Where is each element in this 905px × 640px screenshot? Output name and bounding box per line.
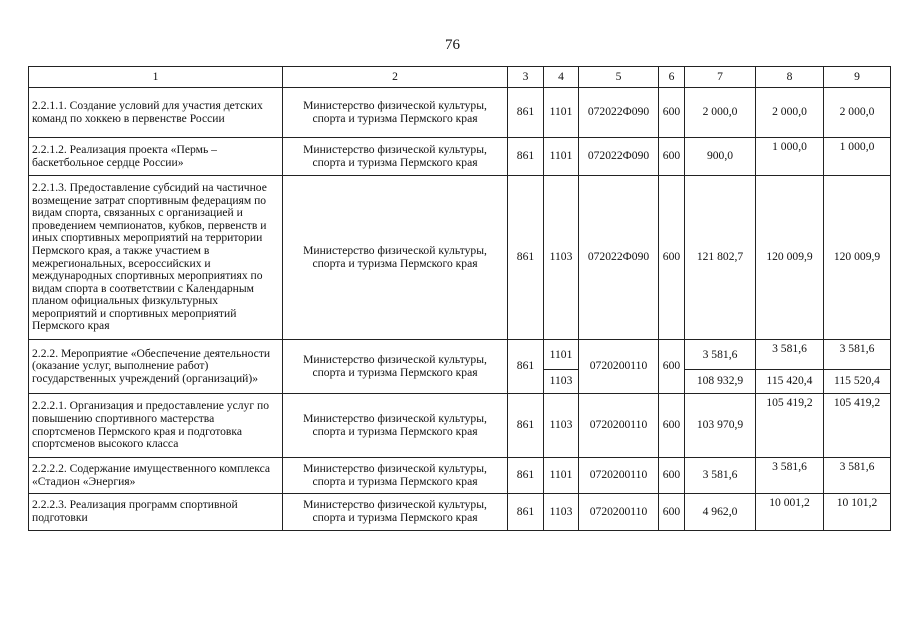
grbs-cell: 861 <box>508 394 544 458</box>
expense-type-cell: 600 <box>659 176 685 340</box>
amount-cell: 115 420,4 <box>756 370 824 394</box>
amount-cell: 10 101,2 <box>824 494 891 531</box>
budget-table <box>28 66 891 531</box>
event-name-cell: 2.2.1.3. Предоставление субсидий на частичное возмещение затрат спортивным федерациям по видам спорта, связанных с организацией и проведением чемпионатов, кубков, первенств и иных спортивных мероприятий на территории Пермского края, а также участием в межрегиональных, всероссийских и международных спортивных мероприятиях по видам спорта в соответствии с Календарным планом официальных физкультурных мероприятий и спортивных мероприятий Пермского края <box>29 176 283 340</box>
event-name-cell: 2.2.2.3. Реализация программ спортивной подготовки <box>29 494 283 531</box>
target-article-cell: 072022Ф090 <box>579 138 659 176</box>
amount-cell: 115 520,4 <box>824 370 891 394</box>
amount-cell: 1 000,0 <box>756 138 824 176</box>
amount-cell: 2 000,0 <box>756 88 824 138</box>
column-header: 7 <box>685 67 756 88</box>
expense-type-cell: 600 <box>659 458 685 494</box>
target-article-cell: 0720200110 <box>579 340 659 394</box>
grbs-cell: 861 <box>508 340 544 394</box>
expense-type-cell: 600 <box>659 494 685 531</box>
table-row <box>29 176 891 340</box>
expense-type-cell: 600 <box>659 394 685 458</box>
amount-cell: 105 419,2 <box>756 394 824 458</box>
expense-type-cell: 600 <box>659 138 685 176</box>
event-name-cell: 2.2.2.1. Организация и предоставление услуг по повышению спортивного мастерства спортсменов Пермского края и подготовка спортсменов высокого класса <box>29 394 283 458</box>
expense-type-cell: 600 <box>659 88 685 138</box>
column-header: 2 <box>283 67 508 88</box>
amount-cell: 120 009,9 <box>756 176 824 340</box>
amount-cell: 2 000,0 <box>824 88 891 138</box>
column-header: 4 <box>544 67 579 88</box>
event-name-cell: 2.2.2.2. Содержание имущественного комплекса «Стадион «Энергия» <box>29 458 283 494</box>
target-article-cell: 072022Ф090 <box>579 88 659 138</box>
column-header: 9 <box>824 67 891 88</box>
target-article-cell: 0720200110 <box>579 394 659 458</box>
column-header: 6 <box>659 67 685 88</box>
amount-cell: 3 581,6 <box>824 458 891 494</box>
amount-cell: 900,0 <box>685 138 756 176</box>
table-row <box>29 494 891 531</box>
event-name-cell: 2.2.1.1. Создание условий для участия детских команд по хоккею в первенстве России <box>29 88 283 138</box>
executor-cell: Министерство физической культуры, спорта и туризма Пермского края <box>283 394 508 458</box>
amount-cell: 10 001,2 <box>756 494 824 531</box>
grbs-cell: 861 <box>508 88 544 138</box>
executor-cell: Министерство физической культуры, спорта и туризма Пермского края <box>283 138 508 176</box>
table-row <box>29 340 891 370</box>
executor-cell: Министерство физической культуры, спорта и туризма Пермского края <box>283 340 508 394</box>
table-row <box>29 88 891 138</box>
amount-cell: 121 802,7 <box>685 176 756 340</box>
grbs-cell: 861 <box>508 494 544 531</box>
amount-cell: 2 000,0 <box>685 88 756 138</box>
target-article-cell: 0720200110 <box>579 494 659 531</box>
event-name-cell: 2.2.1.2. Реализация проекта «Пермь – баскетбольное сердце России» <box>29 138 283 176</box>
amount-cell: 1 000,0 <box>824 138 891 176</box>
section-cell: 1103 <box>544 370 579 394</box>
amount-cell: 3 581,6 <box>824 340 891 370</box>
grbs-cell: 861 <box>508 138 544 176</box>
section-cell: 1101 <box>544 458 579 494</box>
amount-cell: 3 581,6 <box>685 458 756 494</box>
column-header: 3 <box>508 67 544 88</box>
table-row <box>29 458 891 494</box>
amount-cell: 120 009,9 <box>824 176 891 340</box>
amount-cell: 3 581,6 <box>756 340 824 370</box>
grbs-cell: 861 <box>508 458 544 494</box>
event-name-cell: 2.2.2. Мероприятие «Обеспечение деятельности (оказание услуг, выполнение работ) государственных учреждений (организаций)» <box>29 340 283 394</box>
section-cell: 1103 <box>544 494 579 531</box>
amount-cell: 3 581,6 <box>685 340 756 370</box>
column-header: 1 <box>29 67 283 88</box>
amount-cell: 103 970,9 <box>685 394 756 458</box>
section-cell: 1103 <box>544 394 579 458</box>
section-cell: 1101 <box>544 340 579 370</box>
amount-cell: 4 962,0 <box>685 494 756 531</box>
target-article-cell: 072022Ф090 <box>579 176 659 340</box>
column-header: 5 <box>579 67 659 88</box>
page-number: 76 <box>445 37 460 53</box>
amount-cell: 3 581,6 <box>756 458 824 494</box>
amount-cell: 108 932,9 <box>685 370 756 394</box>
target-article-cell: 0720200110 <box>579 458 659 494</box>
executor-cell: Министерство физической культуры, спорта и туризма Пермского края <box>283 458 508 494</box>
section-cell: 1103 <box>544 176 579 340</box>
grbs-cell: 861 <box>508 176 544 340</box>
table-row <box>29 394 891 458</box>
expense-type-cell: 600 <box>659 340 685 394</box>
section-cell: 1101 <box>544 138 579 176</box>
table-row <box>29 138 891 176</box>
executor-cell: Министерство физической культуры, спорта и туризма Пермского края <box>283 176 508 340</box>
amount-cell: 105 419,2 <box>824 394 891 458</box>
table-header-row <box>29 67 891 88</box>
section-cell: 1101 <box>544 88 579 138</box>
column-header: 8 <box>756 67 824 88</box>
executor-cell: Министерство физической культуры, спорта и туризма Пермского края <box>283 494 508 531</box>
executor-cell: Министерство физической культуры, спорта и туризма Пермского края <box>283 88 508 138</box>
